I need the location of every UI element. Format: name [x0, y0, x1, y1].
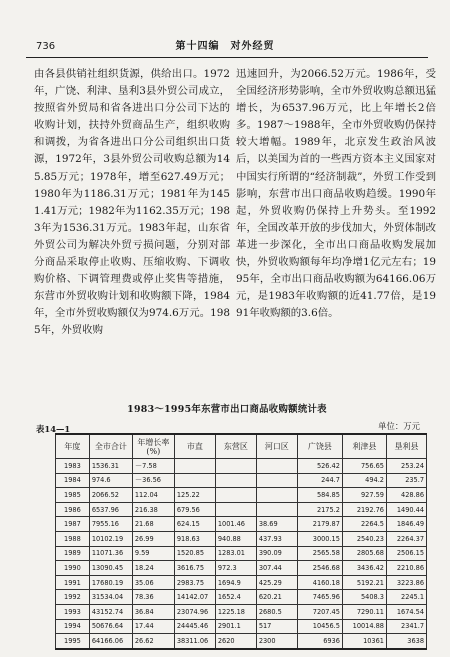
table-cell: －36.56	[132, 473, 174, 488]
table-cell: 1987	[56, 517, 90, 532]
table-cell: 1536.31	[89, 459, 132, 474]
table-cell: 2245.1	[386, 590, 426, 605]
table-cell	[215, 502, 256, 517]
table-cell: 26.99	[132, 531, 174, 546]
page-header	[26, 40, 424, 56]
table-cell: 927.59	[342, 488, 386, 503]
table-cell: 1986	[56, 502, 90, 517]
table-cell: 974.6	[89, 473, 132, 488]
table-cell: 425.29	[256, 575, 297, 590]
table-cell: 2901.1	[215, 619, 256, 634]
table-cell: 64166.06	[89, 634, 132, 649]
table-cell: 1984	[56, 473, 90, 488]
table-cell: 1694.9	[215, 575, 256, 590]
table-cell: 112.04	[132, 488, 174, 503]
table-cell: 307.44	[256, 561, 297, 576]
table-cell: 1490.44	[386, 502, 426, 517]
table-cell	[215, 488, 256, 503]
table-cell: 2983.75	[174, 575, 215, 590]
table-cell: 7465.96	[297, 590, 342, 605]
table-cell: 940.88	[215, 531, 256, 546]
table-cell: 10014.88	[342, 619, 386, 634]
right-column-text: 迅速回升，为2066.52万元。1986年，受全国经济形势影响，全市外贸收购总额迅猛增长，为6537.96万元，比上年增长2倍多。1987～1988年，全市外贸收购仍保持较大增幅。1989年，北京发生政治风波后，以美国为首的一些西方资本主义国家对中国实行所谓的“经济制裁”，外贸工作受到影响，东营市出口商品收购趋缓。1990年起，外贸收购仍保持上升势头。至1992年，全国改革开放的步伐加大，外贸体制改革进一步深化，全市出口商品收购发展加快，外贸收购额每年均净增1亿元左右；1995年，全市出口商品收购额为64166.06万元，是1983年收购额的近41.77倍，是1991年收购额的3.6倍。	[236, 68, 436, 320]
table-cell: 1995	[56, 634, 90, 649]
table-cell: 21.68	[132, 517, 174, 532]
table-cell	[256, 473, 297, 488]
table-cell: 2546.68	[297, 561, 342, 576]
table-cell: 235.7	[386, 473, 426, 488]
table-cell: 1988	[56, 531, 90, 546]
table-cell: 1993	[56, 604, 90, 619]
table-cell	[215, 473, 256, 488]
table-cell: 5408.3	[342, 590, 386, 605]
table-cell: 1991	[56, 575, 90, 590]
table-cell: 216.38	[132, 502, 174, 517]
table-cell: 38311.06	[174, 634, 215, 649]
table-unit: 单位：万元	[378, 421, 420, 431]
table-cell: 43152.74	[89, 604, 132, 619]
table-cell: 972.3	[215, 561, 256, 576]
table-cell: 2506.15	[386, 546, 426, 561]
table-cell: 679.56	[174, 502, 215, 517]
table-header-row	[56, 434, 427, 459]
table-cell: 5192.21	[342, 575, 386, 590]
table-cell: 2540.23	[342, 531, 386, 546]
table-row	[56, 546, 427, 561]
table-row	[56, 488, 427, 503]
table-cell: 918.63	[174, 531, 215, 546]
table-cell: 2175.2	[297, 502, 342, 517]
table-cell: 26.62	[132, 634, 174, 649]
table-cell: 1983	[56, 459, 90, 474]
table-cell	[215, 459, 256, 474]
table-cell: 584.85	[297, 488, 342, 503]
table-cell: 526.42	[297, 459, 342, 474]
table-cell: 2620	[215, 634, 256, 649]
column-header: 东营区	[215, 434, 256, 459]
table-cell: 3436.42	[342, 561, 386, 576]
table-cell: 3616.75	[174, 561, 215, 576]
table-cell: 2680.5	[256, 604, 297, 619]
table-row	[56, 590, 427, 605]
table-cell: 2264.5	[342, 517, 386, 532]
table-cell: 1990	[56, 561, 90, 576]
table-cell: 1283.01	[215, 546, 256, 561]
purchase-table	[55, 433, 427, 650]
column-header: 年增长率(%)	[132, 434, 174, 459]
table-cell: 35.06	[132, 575, 174, 590]
column-header: 年度	[56, 434, 90, 459]
table-cell: 10361	[342, 634, 386, 649]
table-cell: 13090.45	[89, 561, 132, 576]
table-cell: 36.84	[132, 604, 174, 619]
table-cell: 3638	[386, 634, 426, 649]
table-cell: 18.24	[132, 561, 174, 576]
table-cell: 2565.58	[297, 546, 342, 561]
table-cell: 2066.52	[89, 488, 132, 503]
table-cell: 3000.15	[297, 531, 342, 546]
table-cell: 7207.45	[297, 604, 342, 619]
table-cell: 1652.4	[215, 590, 256, 605]
table-row	[56, 604, 427, 619]
table-row	[56, 575, 427, 590]
table-cell: 78.36	[132, 590, 174, 605]
table-cell: 494.2	[342, 473, 386, 488]
column-header: 利津县	[342, 434, 386, 459]
table-cell: 390.09	[256, 546, 297, 561]
table-cell: 17680.19	[89, 575, 132, 590]
table-row	[56, 531, 427, 546]
table-cell: 756.65	[342, 459, 386, 474]
table-cell	[256, 488, 297, 503]
table-cell: 437.93	[256, 531, 297, 546]
table-row	[56, 561, 427, 576]
table-cell: －7.58	[132, 459, 174, 474]
left-column-text: 由各县供销社组织货源，供给出口。1972年，广饶、利津、垦利3县外贸公司成立，按照省外贸局和省各进出口分公司下达的收购计划，扶持外贸商品生产，组织收购和调拨，为省各进出口分公司组织出口货源，1972年，3县外贸公司收购总额为145.85万元；1978年，增至627.49万元；1980年为1186.31万元；1981年为1451.41万元；1982年为1162.35万元；1983年为1536.31万元。1983年起，山东省外贸公司为解决外贸亏损问题，分别对部分商品采取停止收购、压缩收购、下调收购价格、下调管理费或停止奖售等措施，东营市外贸收购计划和收购额下降，1984年，全市外贸收购额仅为974.6万元。1985年，外贸收购	[34, 68, 230, 337]
table-cell: 2341.7	[386, 619, 426, 634]
table-cell	[174, 473, 215, 488]
table-cell: 1989	[56, 546, 90, 561]
table-cell: 17.44	[132, 619, 174, 634]
table-title: 1983～1995年东营市出口商品收购额统计表	[127, 404, 327, 415]
table-row	[56, 619, 427, 634]
table-cell: 7290.11	[342, 604, 386, 619]
table-cell	[256, 502, 297, 517]
table-id: 表14—1	[36, 424, 71, 434]
table-row	[56, 517, 427, 532]
table-cell: 14142.07	[174, 590, 215, 605]
column-header: 垦利县	[386, 434, 426, 459]
column-header: 市直	[174, 434, 215, 459]
table-cell: 6936	[297, 634, 342, 649]
table-row	[56, 634, 427, 649]
table-cell: 11071.36	[89, 546, 132, 561]
table-cell: 10456.5	[297, 619, 342, 634]
table-cell: 2264.37	[386, 531, 426, 546]
right-column	[236, 66, 436, 322]
table-cell: 38.69	[256, 517, 297, 532]
column-header: 广饶县	[297, 434, 342, 459]
table-cell: 244.7	[297, 473, 342, 488]
table-cell	[256, 459, 297, 474]
table-cell: 1674.54	[386, 604, 426, 619]
table-cell: 23074.96	[174, 604, 215, 619]
page-number: 736	[36, 41, 56, 52]
table-cell: 2179.87	[297, 517, 342, 532]
table-cell: 253.24	[386, 459, 426, 474]
table-cell: 1001.46	[215, 517, 256, 532]
table-cell: 10102.19	[89, 531, 132, 546]
table-cell: 50676.64	[89, 619, 132, 634]
table-cell: 31534.04	[89, 590, 132, 605]
left-column	[34, 66, 230, 340]
header-rule	[26, 57, 428, 58]
table-cell: 4160.18	[297, 575, 342, 590]
table-cell: 7955.16	[89, 517, 132, 532]
column-header: 河口区	[256, 434, 297, 459]
table-cell: 2192.76	[342, 502, 386, 517]
running-title: 第十四编 对外经贸	[175, 41, 275, 52]
table-cell: 1985	[56, 488, 90, 503]
table-cell: 24445.46	[174, 619, 215, 634]
column-header: 全市合计	[89, 434, 132, 459]
table-cell	[174, 459, 215, 474]
table-row	[56, 459, 427, 474]
table-cell: 2210.86	[386, 561, 426, 576]
table-cell: 1225.18	[215, 604, 256, 619]
table-cell: 624.15	[174, 517, 215, 532]
table-cell: 1846.49	[386, 517, 426, 532]
table-cell: 620.21	[256, 590, 297, 605]
table-cell: 1994	[56, 619, 90, 634]
table-cell: 3223.86	[386, 575, 426, 590]
table-row	[56, 473, 427, 488]
table-cell: 1992	[56, 590, 90, 605]
table-cell: 9.59	[132, 546, 174, 561]
table-cell: 1520.85	[174, 546, 215, 561]
table-cell: 2805.68	[342, 546, 386, 561]
table-cell: 517	[256, 619, 297, 634]
table-row	[56, 502, 427, 517]
table-cell: 428.86	[386, 488, 426, 503]
table-cell: 2300	[256, 634, 297, 649]
table-cell: 125.22	[174, 488, 215, 503]
table-cell: 6537.96	[89, 502, 132, 517]
